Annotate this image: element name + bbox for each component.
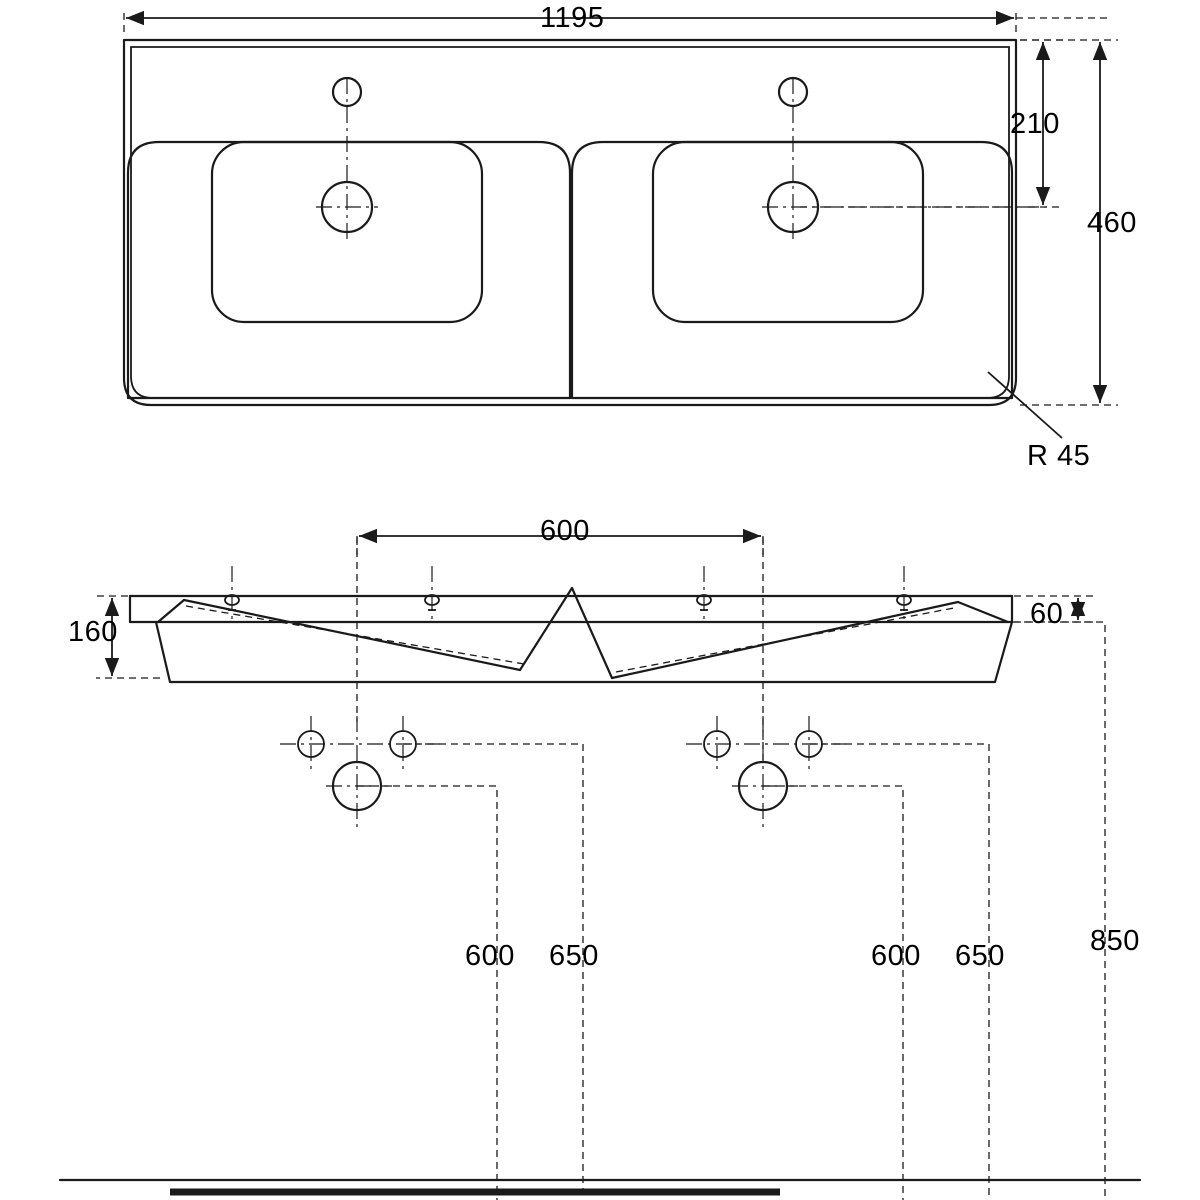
hidden-bowl-underside-right xyxy=(616,608,954,672)
front-bowl-edge-right xyxy=(958,602,1008,622)
dimension-fixing-offset-right: 650 xyxy=(955,940,1005,972)
front-body-outline xyxy=(156,622,1012,682)
dimension-overall-width: 1195 xyxy=(540,2,605,34)
front-bowl-slope-centre-left xyxy=(520,588,572,670)
dimension-overall-depth: 460 xyxy=(1087,207,1137,239)
dimension-fixing-offset-left: 650 xyxy=(549,940,599,972)
front-rim-left-edge xyxy=(130,596,156,622)
dimension-body-height: 160 xyxy=(68,616,118,648)
dimension-bowl-centre-spacing: 600 xyxy=(540,515,590,547)
plumbing-detail-right xyxy=(686,716,846,830)
leader-600-right xyxy=(763,786,903,1200)
dimension-waste-offset-right: 600 xyxy=(871,940,921,972)
dimension-waste-offset-left: 600 xyxy=(465,940,515,972)
front-bowl-slope-centre-right xyxy=(572,588,612,678)
dimension-tap-hole-to-front-edge: 210 xyxy=(1010,108,1060,140)
top-view-group xyxy=(124,12,1118,438)
front-view-group xyxy=(60,536,1140,1200)
dimension-corner-radius: R 45 xyxy=(1027,440,1091,472)
left-bowl-recess xyxy=(128,142,570,398)
hidden-bowl-underside-left xyxy=(186,606,524,664)
front-bowl-edge-left xyxy=(158,600,184,622)
plumbing-detail-left xyxy=(280,716,440,830)
dimension-rim-thickness: 60 xyxy=(1030,598,1064,630)
dimension-mounting-height: 850 xyxy=(1090,925,1140,957)
leader-600-left xyxy=(357,786,497,1200)
right-bowl-recess xyxy=(572,142,1012,398)
leader-850 xyxy=(1012,622,1105,1200)
